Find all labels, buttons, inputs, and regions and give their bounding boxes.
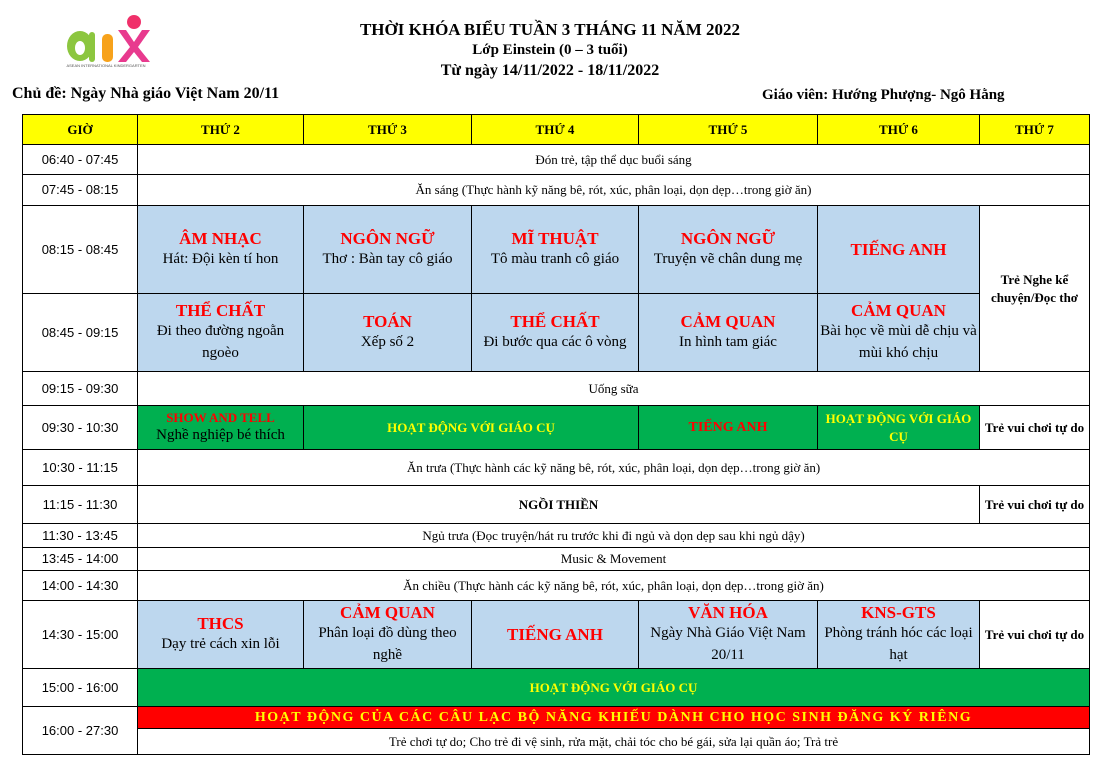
time-cell: 09:30 - 10:30 bbox=[23, 406, 138, 450]
table-row bbox=[23, 729, 1090, 755]
col-header-fri: THỨ 6 bbox=[818, 115, 980, 145]
lesson-cell bbox=[304, 601, 472, 669]
lesson-cell bbox=[304, 406, 639, 450]
lesson-subject: HOẠT ĐỘNG VỚI GIÁO CỤ bbox=[825, 410, 972, 444]
col-header-sat: THỨ 7 bbox=[980, 115, 1090, 145]
lesson-cell bbox=[304, 294, 472, 372]
col-header-tue: THỨ 3 bbox=[304, 115, 472, 145]
activity-cell: Ăn sáng (Thực hành kỹ năng bê, rót, xúc, phân loại, dọn dẹp…trong giờ ăn) bbox=[138, 175, 1090, 206]
club-activity bbox=[138, 707, 1090, 729]
col-header-time: GIỜ bbox=[23, 115, 138, 145]
table-row bbox=[23, 175, 1090, 206]
lesson-desc: Tô màu tranh cô giáo bbox=[490, 251, 620, 268]
lesson-desc: Truyện vẽ chân dung mẹ bbox=[653, 251, 803, 268]
lesson-subject: NGÔN NGỮ bbox=[680, 229, 776, 248]
theme-label: Chủ đề: Ngày Nhà giáo Việt Nam 20/11 bbox=[12, 85, 280, 102]
activity-cell: Ăn trưa (Thực hành các kỹ năng bê, rót, xúc, phân loại, dọn dẹp…trong giờ ăn) bbox=[138, 450, 1090, 486]
lesson-desc: Xếp số 2 bbox=[360, 334, 415, 351]
club-text: HOẠT ĐỘNG CỦA CÁC CÂU LẠC BỘ NĂNG KHIẾU DÀNH CHO HỌC SINH ĐĂNG KÝ RIÊNG bbox=[254, 709, 973, 725]
lesson-cell bbox=[818, 206, 980, 294]
table-row bbox=[23, 524, 1090, 548]
table-row bbox=[23, 669, 1090, 707]
saturday-activity: Trẻ vui chơi tự do bbox=[980, 406, 1090, 450]
lesson-subject: TOÁN bbox=[363, 312, 412, 331]
lesson-desc: Ngày Nhà Giáo Việt Nam 20/11 bbox=[650, 625, 806, 664]
lesson-cell bbox=[138, 294, 304, 372]
activity-text: HOẠT ĐỘNG VỚI GIÁO CỤ bbox=[529, 679, 698, 695]
lesson-subject: KNS-GTS bbox=[861, 603, 936, 623]
lesson-subject: ÂM NHẠC bbox=[179, 229, 262, 248]
lesson-cell bbox=[472, 294, 639, 372]
time-cell: 10:30 - 11:15 bbox=[23, 450, 138, 486]
logo-caption: ASEAN INTERNATIONAL KINDERGARTEN bbox=[66, 63, 146, 68]
lesson-desc: Hát: Đội kèn tí hon bbox=[162, 251, 279, 268]
col-header-thu: THỨ 5 bbox=[639, 115, 818, 145]
lesson-desc: Đi bước qua các ô vòng bbox=[483, 334, 627, 351]
table-row bbox=[23, 450, 1090, 486]
lesson-cell bbox=[639, 294, 818, 372]
time-cell: 14:30 - 15:00 bbox=[23, 601, 138, 669]
time-cell: 08:15 - 08:45 bbox=[23, 206, 138, 294]
table-row bbox=[23, 294, 1090, 372]
time-cell: 13:45 - 14:00 bbox=[23, 548, 138, 571]
lesson-desc: In hình tam giác bbox=[679, 334, 777, 351]
table-row bbox=[23, 486, 1090, 524]
saturday-activity: Trẻ vui chơi tự do bbox=[980, 486, 1090, 524]
activity-cell: Uống sữa bbox=[138, 372, 1090, 406]
page-title: THỜI KHÓA BIỂU TUẦN 3 THÁNG 11 NĂM 2022 bbox=[359, 20, 741, 39]
col-header-mon: THỨ 2 bbox=[138, 115, 304, 145]
table-row bbox=[23, 206, 1090, 294]
time-cell: 06:40 - 07:45 bbox=[23, 145, 138, 175]
lesson-cell bbox=[639, 406, 818, 450]
time-cell: 14:00 - 14:30 bbox=[23, 571, 138, 601]
school-logo bbox=[56, 8, 156, 74]
lesson-subject: HOẠT ĐỘNG VỚI GIÁO CỤ bbox=[387, 419, 555, 435]
lesson-desc: Đi theo đường ngoằn ngoèo bbox=[156, 323, 285, 362]
lesson-subject: TIẾNG ANH bbox=[688, 419, 768, 435]
lesson-cell bbox=[818, 601, 980, 669]
teacher-label: Giáo viên: Hướng Phượng- Ngô Hằng bbox=[762, 87, 1005, 103]
time-cell: 07:45 - 08:15 bbox=[23, 175, 138, 206]
activity-cell: Ăn chiều (Thực hành các kỹ năng bê, rót, xúc, phân loại, dọn dẹp…trong giờ ăn) bbox=[138, 571, 1090, 601]
lesson-desc: Nghề nghiệp bé thích bbox=[156, 426, 285, 443]
lesson-cell bbox=[472, 206, 639, 294]
activity-cell: Music & Movement bbox=[138, 548, 1090, 571]
time-cell: 16:00 - 27:30 bbox=[23, 707, 138, 755]
table-row bbox=[23, 571, 1090, 601]
lesson-desc: Phân loại đồ dùng theo nghề bbox=[318, 625, 457, 664]
lesson-cell bbox=[304, 206, 472, 294]
date-range: Từ ngày 14/11/2022 - 18/11/2022 bbox=[440, 62, 660, 79]
lesson-subject: CẢM QUAN bbox=[680, 312, 776, 331]
lesson-cell bbox=[818, 406, 980, 450]
lesson-subject: THỂ CHẤT bbox=[510, 312, 600, 331]
table-row bbox=[23, 548, 1090, 571]
activity-cell: NGỒI THIỀN bbox=[138, 486, 980, 524]
lesson-cell bbox=[138, 206, 304, 294]
table-row bbox=[23, 145, 1090, 175]
saturday-activity: Trẻ vui chơi tự do bbox=[980, 601, 1090, 669]
lesson-cell bbox=[138, 406, 304, 450]
activity-cell bbox=[138, 669, 1090, 707]
header-row bbox=[23, 115, 1090, 145]
lesson-subject: NGÔN NGỮ bbox=[340, 229, 435, 248]
time-cell: 11:15 - 11:30 bbox=[23, 486, 138, 524]
col-header-wed: THỨ 4 bbox=[472, 115, 639, 145]
lesson-subject: TIẾNG ANH bbox=[850, 239, 947, 259]
saturday-activity: Trẻ Nghe kể chuyện/Đọc thơ bbox=[980, 206, 1090, 372]
lesson-subject: VĂN HÓA bbox=[688, 603, 768, 623]
class-name: Lớp Einstein (0 – 3 tuổi) bbox=[472, 42, 628, 58]
timetable bbox=[22, 114, 1090, 755]
table-row bbox=[23, 707, 1090, 729]
lesson-subject: CẢM QUAN bbox=[340, 603, 435, 623]
lesson-desc: Dạy trẻ cách xin lỗi bbox=[161, 636, 280, 653]
lesson-desc: Phòng tránh hóc các loại hạt bbox=[824, 625, 973, 664]
table-row bbox=[23, 601, 1090, 669]
table-row bbox=[23, 372, 1090, 406]
lesson-desc: Thơ : Bàn tay cô giáo bbox=[322, 251, 453, 268]
lesson-subject: THỂ CHẤT bbox=[175, 301, 266, 321]
time-cell: 11:30 - 13:45 bbox=[23, 524, 138, 548]
lesson-subject: SHOW AND TELL bbox=[166, 410, 275, 426]
lesson-subject: THCS bbox=[197, 614, 244, 633]
time-cell: 08:45 - 09:15 bbox=[23, 294, 138, 372]
lesson-cell bbox=[818, 294, 980, 372]
activity-cell: Trẻ chơi tự do; Cho trẻ đi vệ sinh, rửa mặt, chải tóc cho bé gái, sửa lại quần áo; Trả trẻ bbox=[138, 729, 1090, 755]
lesson-subject: MĨ THUẬT bbox=[511, 229, 599, 248]
lesson-cell bbox=[639, 601, 818, 669]
time-cell: 09:15 - 09:30 bbox=[23, 372, 138, 406]
lesson-subject: TIẾNG ANH bbox=[507, 624, 603, 644]
lesson-cell bbox=[639, 206, 818, 294]
lesson-subject: CẢM QUAN bbox=[851, 301, 946, 321]
activity-cell: Đón trẻ, tập thể dục buổi sáng bbox=[138, 145, 1090, 175]
time-cell: 15:00 - 16:00 bbox=[23, 669, 138, 707]
lesson-desc: Bài học về mùi dễ chịu và mùi khó chịu bbox=[820, 323, 977, 362]
lesson-cell bbox=[472, 601, 639, 669]
table-row bbox=[23, 406, 1090, 450]
lesson-cell bbox=[138, 601, 304, 669]
activity-cell: Ngủ trưa (Đọc truyện/hát ru trước khi đi ngủ và dọn dẹp sau khi ngủ dậy) bbox=[138, 524, 1090, 548]
